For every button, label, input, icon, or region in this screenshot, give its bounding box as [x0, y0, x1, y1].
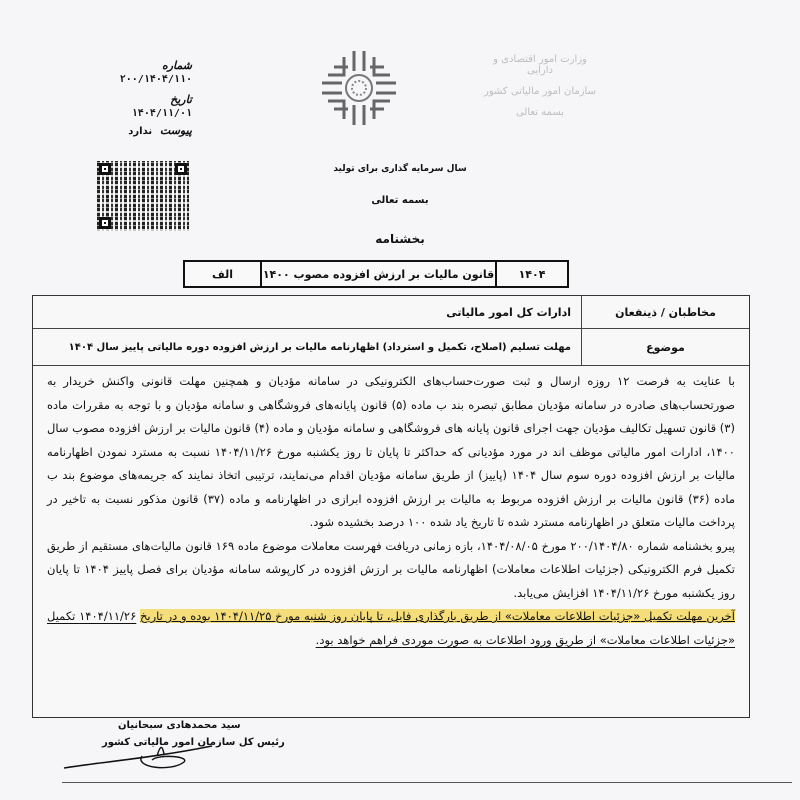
faded-org-line-2: سازمان امور مالیاتی کشور: [484, 86, 596, 97]
number-label: شماره: [161, 59, 192, 72]
signature-scribble-icon: [62, 738, 222, 772]
title-box: [183, 260, 569, 288]
faded-org-header: [480, 54, 600, 118]
body-paragraph-3: [47, 605, 735, 652]
subject-row: [33, 329, 749, 366]
recipients-label: مخاطبان / ذینفعان: [581, 296, 749, 328]
attachment-label: پیوست: [159, 124, 192, 137]
faded-org-line-3: بسمه تعالی: [515, 107, 565, 118]
bismillah: بسمه تعالی: [371, 195, 429, 206]
recipients-row: [33, 296, 749, 329]
number-value: ۲۰۰/۱۴۰۴/۱۱۰: [119, 74, 192, 85]
faded-org-line-1: وزارت امور اقتصادی و دارایی: [493, 54, 587, 76]
title-law: قانون مالیات بر ارزش افزوده مصوب ۱۴۰۰: [260, 262, 495, 286]
subject-value: مهلت تسلیم (اصلاح، تکمیل و استرداد) اظهارنامه مالیات بر ارزش افزوده دوره مالیاتی پاییز سال ۱۴۰۴: [68, 341, 571, 353]
title-year: ۱۴۰۴: [495, 262, 567, 286]
date-value: ۱۴۰۴/۱۱/۰۱: [131, 108, 192, 119]
bottom-rule: [62, 782, 792, 783]
circular-table: [32, 295, 750, 718]
tax-organization-logo-icon: [318, 47, 400, 129]
attachment-value: ندارد: [128, 126, 153, 137]
circular-body: [33, 366, 749, 652]
body-paragraph-1: با عنایت به فرصت ۱۲ روزه ارسال و ثبت صورت‌حساب‌های الکترونیکی در سامانه مؤدیان و همچنین مهلت قانونی واکنش خریدار به صورتحساب‌های صادره در سامانه مؤدیان مطابق تبصره بند ب ماده (۵) قانون پایانه‌های فروشگاهی و سامانه مؤدیان و با توجه به مقررات ماده (۳) قانون تسهیل تکالیف مؤدیان جهت اجرای قانون پایانه های فروشگاهی و سامانه مؤدیان و ماده (۴) قانون مالیات بر ارزش افزوده مصوب سال ۱۴۰۰، ادارات امور مالیاتی موظف اند در مورد مؤدیانی که حداکثر تا پایان تا روز یکشنبه مورخ ۱۴۰۴/۱۱/۲۶ نسبت به مسترد نمودن اظهارنامه مالیات بر ارزش افزوده دوره سوم سال ۱۴۰۴ (پاییز) از طریق سامانه مؤدیان اقدام می‌نمایند، ترتیبی اتخاذ نمایند که جریمه‌های موضوع بند ب ماده (۳۶) قانون مالیات بر ارزش افزوده مربوط به مالیات بر ارزش افزوده ابرازی در اظهارنامه و ماده (۳۷) قانون مذکور نسبت به تاخیر در پرداخت مالیات متعلق در اظهارنامه مسترد شده تا تاریخ یاد شده ۱۰۰ درصد بخشیده شود.: [47, 374, 736, 529]
signatory-name: سید محمدهادی سبحانیان: [118, 720, 241, 731]
subject-label: موضوع: [581, 329, 749, 365]
recipients-value: ادارات کل امور مالیاتی: [446, 305, 571, 319]
year-slogan: سال سرمایه گذاری برای تولید: [333, 164, 467, 174]
letter-date: [92, 93, 192, 119]
doc-type-heading: بخشنامه: [375, 232, 425, 246]
signatory-title: رئیس کل سازمان امور مالیاتی کشور: [102, 737, 285, 748]
highlighted-deadline: آخرین مهلت تکمیل «جزئیات اطلاعات معاملات» از طریق بارگذاری فایل، تا پایان روز شنبه مورخ ۱۴۰۴/۱۱/۲۵ بوده و در تاریخ: [140, 609, 735, 623]
letter-number: [92, 59, 192, 85]
letter-attachment: [92, 124, 192, 137]
title-series: الف: [212, 267, 234, 281]
body-paragraph-2: پیرو بخشنامه شماره ۲۰۰/۱۴۰۴/۸۰ مورخ ۱۴۰۴/۰۸/۰۵، بازه زمانی دریافت فهرست معاملات موضوع ماده ۱۶۹ قانون مالیات‌های مستقیم از طریق تکمیل فرم الکترونیکی (جزئیات اطلاعات معاملات) اظهارنامه مالیات بر ارزش افزوده در کارپوشه سامانه مؤدیان برای فصل پاییز ۱۴۰۴ تا پایان روز یکشنبه مورخ ۱۴۰۴/۱۱/۲۶ افزایش می‌یابد.: [47, 538, 736, 600]
deadline-continuation: ۱۴۰۴/۱۱/۲۶ تکمیل «جزئیات اطلاعات معاملات» از طریق ورود اطلاعات به صورت موردی فراهم خواهد بود.: [47, 609, 735, 647]
date-label: تاریخ: [170, 93, 192, 106]
